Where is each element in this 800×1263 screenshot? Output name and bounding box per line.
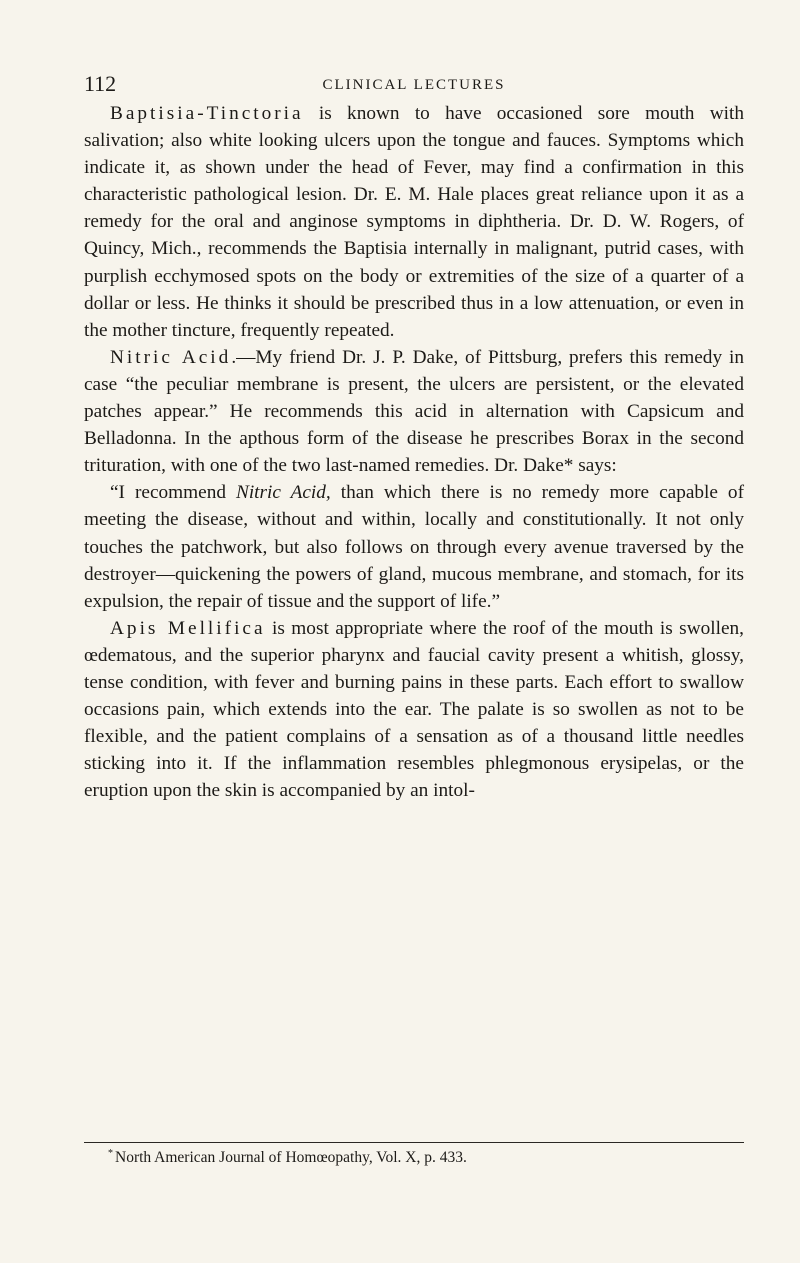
running-head bbox=[84, 72, 744, 102]
paragraph-text: .—My friend Dr. J. P. Dake, of Pittsburg, prefers this remedy in case “the peculiar membrane is present, the ulcers are persistent, or the elevated patches appear.” He recommends this acid in alternation with Capsicum and Belladonna. In the apthous form of the disease he prescribes Borax in the second trituration, with one of the two last-named remedies. Dr. Dake* says: bbox=[84, 346, 744, 477]
footnote-marker: * bbox=[108, 1147, 113, 1159]
remedy-name-nitric-acid: Nitric Acid bbox=[110, 346, 232, 368]
paragraph-nitric-acid bbox=[84, 344, 744, 479]
remedy-name-apis: Apis Mellifica bbox=[110, 617, 266, 639]
quote-emphasis: Nitric Acid, bbox=[235, 482, 331, 504]
paragraph-text: is most appropriate where the roof of the mouth is swollen, œdematous, and the superior pharynx and faucial cavity present a whitish, glossy, tense condition, with fever and burning pains in these parts. Each effort to swallow occasions pain, which extends into the ear. The palate is so swollen as not to be flexible, and the patient complains of a sensation as of a thousand little needles sticking into it. If the inflammation resembles phlegmonous erysipelas, or the eruption upon the skin is accompanied by an intol- bbox=[84, 617, 744, 802]
page-number: 112 bbox=[84, 71, 117, 96]
footnote bbox=[108, 1148, 748, 1168]
quote-start: “I recommend bbox=[110, 482, 236, 504]
quote-text: than which there is no remedy more capable of meeting the disease, without and within, locally and constitutionally. It not only touches the patchwork, but also follows on through every avenue traversed by the destroyer—quickening the powers of gland, mucous membrane, and stomach, for its expulsion, the repair of tissue and the support of life.” bbox=[84, 482, 744, 612]
paragraph-text: is known to have occasioned sore mouth with salivation; also white looking ulcers upon the tongue and fauces. Symptoms which indicate it, as shown under the head of Fever, may find a confirmation in this characteristic pathological lesion. Dr. E. M. Hale places great reliance upon it as a remedy for the oral and anginose symptoms in diphtheria. Dr. D. W. Rogers, of Quincy, Mich., recommends the Baptisia internally in malignant, putrid cases, with purplish ecchymosed spots on the body or extremities of the size of a quarter of a dollar or less. He thinks it should be prescribed thus in a low attenuation, or even in the mother tincture, frequently repeated. bbox=[84, 103, 744, 341]
running-head-title: CLINICAL LECTURES bbox=[322, 77, 506, 93]
remedy-name-baptisia: Baptisia-Tinctoria bbox=[110, 103, 304, 124]
paragraph-dake-quote bbox=[84, 479, 744, 614]
footnote-divider bbox=[84, 1142, 744, 1143]
paragraph-baptisia bbox=[84, 100, 744, 344]
footnote-text: North American Journal of Homœopathy, Vol. X, p. 433. bbox=[115, 1149, 467, 1166]
paragraph-apis-mellifica bbox=[84, 615, 744, 805]
body-text bbox=[84, 100, 744, 804]
